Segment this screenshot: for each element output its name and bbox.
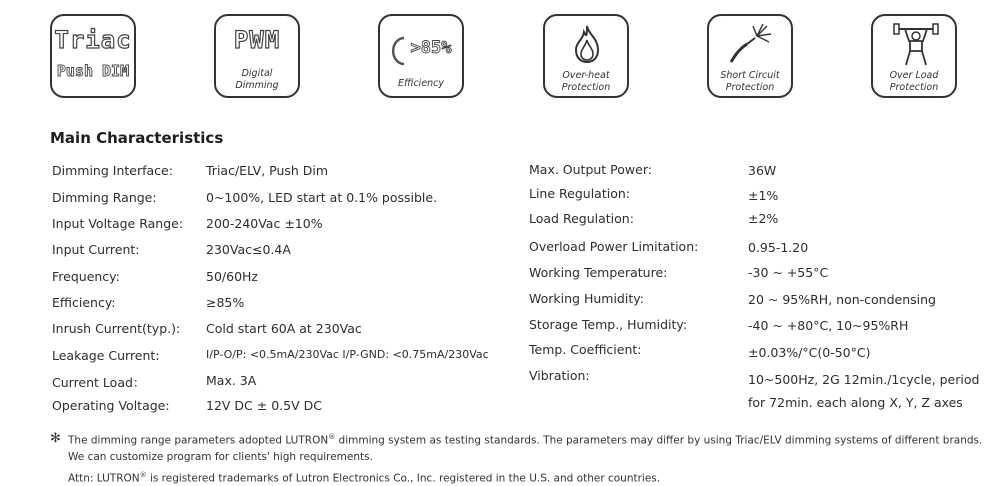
spec-value: 0~100%, LED start at 0.1% possible. [206,190,438,205]
efficiency-caption: Efficiency [397,78,445,89]
spec-label: Input Current: [52,242,140,257]
spec-label: Temp. Coefficient: [529,342,642,357]
spec-value: 0.95-1.20 [748,240,809,255]
spec-value: Cold start 60A at 230Vac [206,321,362,336]
pwm-label: PWM [233,26,281,54]
over-heat-caption: Over-heat Protection [561,70,611,93]
spec-label: Leakage Current: [52,348,160,363]
footnote-line-3 [68,471,660,485]
spec-label: Storage Temp., Humidity: [529,317,688,332]
triac-push-dim-icon [50,14,136,98]
spec-value: 230Vac≤0.4A [206,242,291,257]
spec-label: Overload Power Limitation: [529,239,699,254]
footnote-text: is registered trademarks of Lutron Electronics Co., Inc. registered in the U.S. and other countries. [146,472,661,485]
push-dim-label: Push DIM [56,62,130,80]
spec-label: Frequency: [52,269,120,284]
spec-label: Operating Voltage: [52,398,170,413]
short-circuit-caption: Short Circuit Protection [720,70,780,93]
pwm-digital-dimming-icon [214,14,300,98]
spec-value-continued: for 72min. each along X, Y, Z axes [748,395,963,410]
registered-mark: ® [328,433,336,441]
efficiency-icon [378,14,464,98]
spec-value: 200-240Vac ±10% [206,216,323,231]
spec-label: Dimming Range: [52,190,157,205]
spec-value: ±1% [748,188,779,203]
triac-label: Triac [54,26,132,54]
spec-label: Efficiency: [52,295,116,310]
efficiency-value: >85% [410,38,452,58]
short-circuit-protection-icon [707,14,793,98]
spec-value: Triac/ELV, Push Dim [206,163,329,178]
registered-mark: ® [139,471,147,479]
spec-value: ≥85% [206,295,245,310]
spec-value: 12V DC ± 0.5V DC [206,398,322,413]
spec-value: ±0.03%/°C(0-50°C) [748,345,871,360]
spec-value: 20 ~ 95%RH, non-condensing [748,292,936,307]
spec-label: Working Temperature: [529,265,668,280]
spec-label: Working Humidity: [529,291,644,306]
over-heat-protection-icon [543,14,629,98]
spec-value: Max. 3A [206,373,257,388]
spec-label: Input Voltage Range: [52,216,184,231]
spec-value: -30 ~ +55°C [748,265,829,280]
spark-wire-icon [727,22,777,66]
spec-value: I/P-O/P: <0.5mA/230Vac I/P-GND: <0.75mA/230Vac [206,348,489,361]
footnote-text: Attn: LUTRON [68,472,140,485]
spec-value: 50/60Hz [206,269,258,284]
spec-label: Current Load： [52,375,146,390]
spec-label: Line Regulation: [529,186,630,201]
footnote-line-2: We can customize program for clients' high requirements. [68,451,373,463]
footnote-text: The dimming range parameters adopted LUTRON [68,434,329,447]
footnote-star-icon: ✻ [50,431,61,446]
spec-label: Inrush Current(typ.): [52,321,181,336]
flame-icon [572,24,602,64]
spec-label: Max. Output Power: [529,162,652,177]
digital-dimming-caption: Digital Dimming [235,68,279,91]
spec-label: Dimming Interface: [52,163,173,178]
over-load-protection-icon [871,14,957,98]
footnote-line-1 [68,433,982,447]
footnote-text: dimming system as testing standards. The parameters may differ by using Triac/ELV dimming systems of different brands. [335,434,983,447]
spec-label: Load Regulation: [529,211,634,226]
spec-value: -40 ~ +80°C, 10~95%RH [748,318,909,333]
spec-value: 36W [748,163,777,178]
over-load-caption: Over Load Protection [889,70,939,93]
spec-value: 10~500Hz, 2G 12min./1cycle, period [748,372,980,387]
weightlifter-icon [891,21,941,67]
section-title: Main Characteristics [50,129,224,147]
spec-value: ±2% [748,211,779,226]
spec-label: Vibration: [529,368,590,383]
